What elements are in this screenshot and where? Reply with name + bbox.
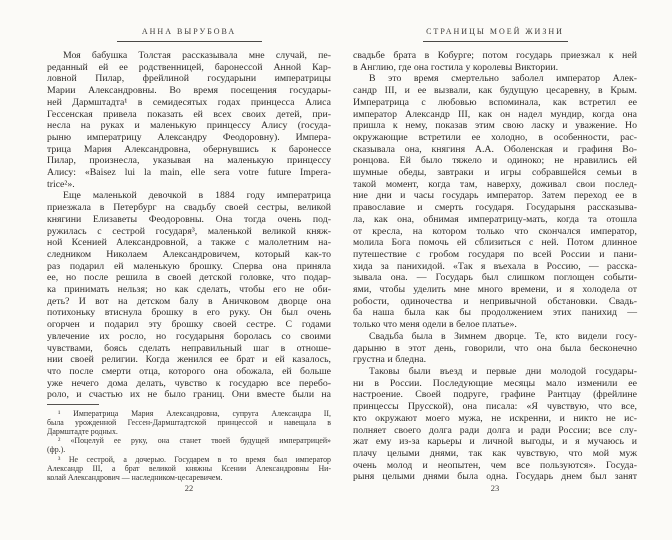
page-number-right: 23 [490, 483, 500, 493]
text-line: ружилась с сестрой государя³, маленькой великой княж- [47, 225, 331, 237]
text-line: зывала она. — Государь был слишком поглощен событи- [353, 272, 637, 284]
text-line: от кресла, на котором только что скончался император, [353, 225, 637, 237]
text-line: Еще маленькой девочкой в 1884 году императрица [63, 190, 331, 202]
text-line: Императрица с любовью вспоминала, как встретил ее [353, 96, 637, 108]
text-line: только что меня одели в белое платье». [353, 319, 517, 331]
text-line: несла на руках и маленькую принцессу Алису (госуда- [47, 120, 331, 132]
text-line: следником Николаем Александровичем, который как-то [47, 248, 331, 260]
text-line: приезжала в Петербург на свадьбу своей сестры, великой [47, 202, 331, 214]
text-line: нии своей религии. Когда женился ее брат и ей казалось, [47, 354, 331, 366]
text-line: жат ему из-за карьеры и личной выгоды, и я мучаюсь и [353, 436, 637, 448]
text-line: в Англию, где она гостила у королевы Виктории. [353, 61, 559, 73]
text-line: ями, чтобы уделить мне много времени, и я холодела от [353, 284, 637, 296]
text-line: сказывала она, княгиня А.А. Оболенская и графиня Во- [353, 143, 637, 155]
text-line: свадьбе брата в Кобурге; потом государь приезжал к ней [353, 50, 637, 61]
text-line: Моя бабушка Толстая рассказывала мне случай, пе- [63, 50, 331, 61]
text-line: ной Ксенией Александровной, а также с малолетним на- [47, 237, 331, 249]
page-right [353, 0, 637, 540]
text-line: уже нечего дома делать, чувство к государю все перебо- [47, 377, 331, 389]
page-left [47, 0, 331, 540]
text-line: В это время смертельно заболел император Алек- [369, 73, 637, 85]
text-line: плачу целыми днями, так как чувствую, что мой муж [353, 447, 637, 459]
text-line: огорчен и подарил эту брошку своей сестре. С годами [47, 319, 331, 331]
text-line: принцессы Прусской), она писала: «Я чувствую, что все, [353, 401, 637, 413]
text-line: молила Бога помочь ей сблизиться с ней. Потом длинное [353, 237, 637, 249]
body-text-right [353, 50, 637, 483]
text-line: Марии Александровны. Во время посещения государы- [47, 85, 331, 97]
text-line: была урожденной Гессен-Дармштадтской принцессой и навещала в [47, 418, 331, 428]
text-line: робости, одиночества и непривычной обстановки. Свадь- [353, 295, 637, 307]
text-line: реданный ей ее родственницей, баронессой Анной Кар- [47, 61, 331, 73]
text-line: Дармштадте родных. [47, 427, 118, 437]
text-line: Александр III, а брат великой княжны Ксении Александровны Ни- [47, 463, 331, 473]
text-line: император Александр III, как он надел мундир, когда она [353, 108, 637, 120]
text-line: ее, но после решила в своей детской головке, что подар- [47, 272, 331, 284]
text-line: хида за панихидой. «Так я въехала в Россию, — расска- [353, 260, 637, 272]
text-line: ¹ Императрица Мария Александровна, супруга Александра II, [58, 409, 331, 419]
text-line: ла, как она, обнимая императрицу-мать, когда та отошла [353, 213, 637, 225]
text-line: потихоньку втиснула брошку в его руку. Он был очень [47, 307, 331, 319]
text-line: сандр III, и ее вызвали, как будущую цесаревну, в Крым. [353, 85, 637, 97]
running-head-rule [117, 41, 262, 42]
text-line: дарыню в этот день, говорили, что она была бесконечно [353, 342, 637, 354]
text-line: ние дни и часы государь император. Затем переход ее в [353, 190, 637, 202]
text-line: ба наша была как бы продолжением этих панихид — [353, 307, 637, 319]
text-line: грустна и бледна. [353, 354, 427, 366]
text-line: раз подарил ей маленькую брошку. Сперва она приняла [47, 260, 331, 272]
text-line: Свадьба была в Зимнем дворце. Те, кто видели госу- [369, 330, 637, 342]
text-line: (фр.). [47, 445, 66, 455]
text-line: чувствами, боясь сделать неправильный шаг в отноше- [47, 342, 331, 354]
text-line: пришла к нему, показав этим свою ласку и уважение. Но [353, 120, 637, 132]
text-line: ни в России. Последующие месяцы мало изменили ее [353, 377, 637, 389]
text-line: путешествие с гробом государя по всей России и пани- [353, 248, 637, 260]
text-line: окружающие встретили ее холодно, в особенности, рас- [353, 131, 637, 143]
text-line: Пилар, произнесла, указывая на маленькую принцессу [47, 155, 331, 167]
running-head-rule [423, 41, 568, 42]
text-line: полняет своего долга ради долга и ради России; все слу- [353, 424, 637, 436]
text-line: ка принимать нельзя; но как сделать, чтобы его не оби- [47, 284, 331, 296]
text-line: ней Дармштадта¹ в семидесятых годах принцесса Алиса [47, 96, 331, 108]
text-line: рыня целыми днями была одна. Государь днем был занят [353, 471, 637, 483]
footnotes-left [47, 404, 331, 482]
text-line: увлечение их росло, но государыня боролась со своими [47, 330, 331, 342]
text-line: trice²». [47, 178, 75, 190]
text-line: ловной Пилар, фрейлиной государыни императрицы [47, 73, 331, 85]
body-text-left [47, 50, 331, 401]
text-line: очень молод и неопытен, чем все пользуются». Госуда- [353, 459, 637, 471]
text-line: что после смерти отца, которого она обожала, ей больше [47, 365, 331, 377]
text-line: шумные обеды, завтраки и игры собравшейся семьи в [353, 167, 637, 179]
text-line: колай Александрович — наследником-цесаревичем. [47, 472, 223, 482]
text-line: ³ Не сестрой, а дочерью. Государем в то время был император [58, 454, 331, 464]
footnote-separator [47, 404, 99, 405]
page-number-left: 22 [184, 483, 194, 493]
text-line: ² «Поцелуй ее руку, она станет твоей будущей императрицей» [58, 436, 331, 446]
text-line: Таковы были въезд и первые дни молодой государы- [369, 365, 637, 377]
text-line: княгини Елизаветы Феодоровны. Она тогда очень под- [47, 213, 331, 225]
text-line: настроение. Своей подруге, графине Рантцау (фрейлине [353, 389, 637, 401]
text-line: роло, и счастью их не было границ. Они вместе были на [47, 389, 331, 401]
text-line: рыню императрицу Александру Феодоровну). Импера- [47, 131, 331, 143]
running-head-left: АННА ВЫРУБОВА [141, 27, 237, 36]
running-head-right: СТРАНИЦЫ МОЕЙ ЖИЗНИ [426, 27, 564, 36]
text-line: ронцова. Ей было тяжело и одиноко; не нравились ей [353, 155, 637, 167]
text-line: трица Мария Александровна, обернувшись к баронессе [47, 143, 331, 155]
text-line: такой момент, когда там, наверху, доживал свои послед- [353, 178, 637, 190]
text-line: Алису: «Baisez lui la main, elle sera votre future Impera- [47, 167, 331, 179]
text-line: деть? И вот на детском балу в Аничковом дворце она [47, 295, 331, 307]
text-line: православие и смерть государя. Государыня рассказыва- [353, 202, 637, 214]
text-line: кто окружают моего мужа, не искренни, и никто не ис- [353, 412, 637, 424]
text-line: Гессенская привела показать ей всех своих детей, при- [47, 108, 331, 120]
